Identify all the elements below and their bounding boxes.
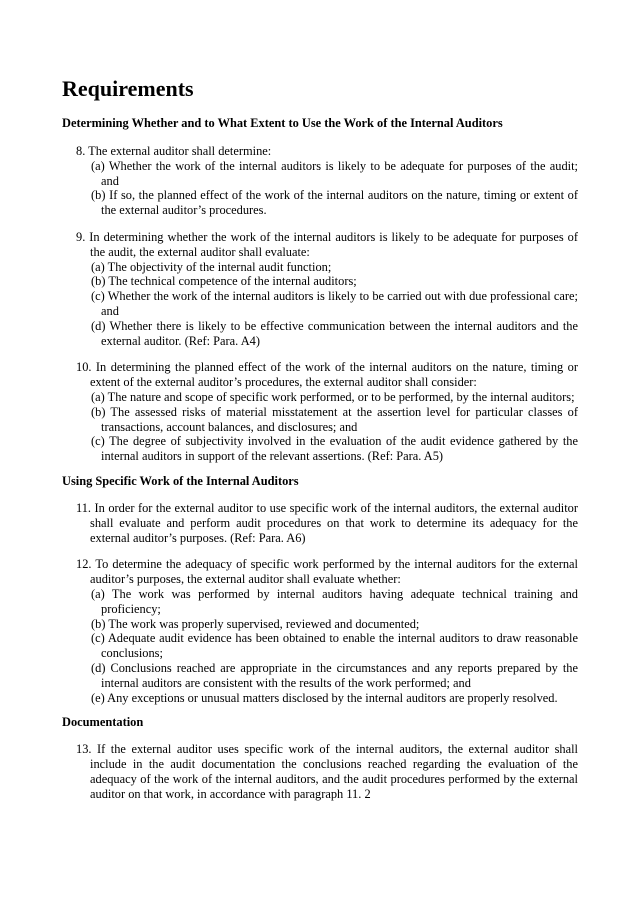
paragraph-12 (76, 557, 578, 705)
section-heading: Documentation (62, 715, 144, 730)
list-item: (c) Adequate audit evidence has been obtained to enable the internal auditors to draw reasonable conclusions; (91, 631, 578, 661)
page-title: Requirements (62, 76, 194, 101)
list-item: (d) Whether there is likely to be effective communication between the internal auditors and the external auditor. (Ref: Para. A4) (91, 318, 578, 348)
list-item: (b) If so, the planned effect of the work of the internal auditors on the nature, timing or extent of the external auditor’s procedures. (91, 188, 578, 218)
list-item: (a) The objectivity of the internal audit function; (91, 259, 332, 274)
list-item: (a) Whether the work of the internal auditors is likely to be adequate for purposes of the audit; and (91, 158, 578, 188)
paragraph-8 (76, 144, 578, 218)
paragraph-lead: 8. The external auditor shall determine: (76, 144, 272, 158)
list-item: (c) Whether the work of the internal auditors is likely to be carried out with due professional care; and (91, 289, 578, 318)
paragraph-lead: 9. In determining whether the work of the internal auditors is likely to be adequate for purposes of the audit, the external auditor shall evaluate: (76, 229, 578, 259)
paragraph-lead: 13. If the external auditor uses specific work of the internal auditors, the external auditor shall include in the audit documentation the conclusions reached regarding the evaluation of the adequacy of the work of the internal auditors, and the audit procedures performed by the external auditor on that work, in accordance with paragraph 11. 2 (76, 742, 578, 801)
list-item: (b) The work was properly supervised, reviewed and documented; (91, 616, 420, 631)
list-item: (b) The assessed risks of material misstatement at the assertion level for particular classes of transactions, account balances, and disclosures; and (91, 404, 578, 434)
paragraph-9 (76, 230, 578, 348)
paragraph-lead: 11. In order for the external auditor to use specific work of the internal auditors, the external auditor shall evaluate and perform audit procedures on that work to determine its adequacy for the external auditor’s purposes. (Ref: Para. A6) (76, 500, 578, 545)
paragraph-11 (76, 501, 578, 545)
paragraph-10 (76, 360, 578, 464)
paragraph-lead: 10. In determining the planned effect of the work of the internal auditors on the nature, timing or extent of the external auditor’s procedures, the external auditor shall consider: (76, 360, 578, 390)
list-item: (a) The nature and scope of specific work performed, or to be performed, by the internal auditors; (91, 389, 575, 404)
paragraph-13 (76, 742, 578, 801)
list-item: (a) The work was performed by internal auditors having adequate technical training and proficiency; (91, 586, 578, 616)
document-page (62, 76, 578, 801)
list-item: (d) Conclusions reached are appropriate in the circumstances and any reports prepared by the internal auditors are consistent with the results of the work performed; and (91, 660, 578, 690)
list-item: (c) The degree of subjectivity involved in the evaluation of the audit evidence gathered by the internal auditors in support of the relevant assertions. (Ref: Para. A5) (91, 434, 578, 464)
paragraph-lead: 12. To determine the adequacy of specific work performed by the internal auditors for the external auditor’s purposes, the external auditor shall evaluate whether: (76, 557, 578, 587)
section-heading: Determining Whether and to What Extent to Use the Work of the Internal Auditors (62, 116, 503, 130)
section-heading: Using Specific Work of the Internal Auditors (62, 473, 299, 488)
list-item: (b) The technical competence of the internal auditors; (91, 274, 357, 289)
list-item: (e) Any exceptions or unusual matters disclosed by the internal auditors are properly resolved. (91, 690, 558, 705)
